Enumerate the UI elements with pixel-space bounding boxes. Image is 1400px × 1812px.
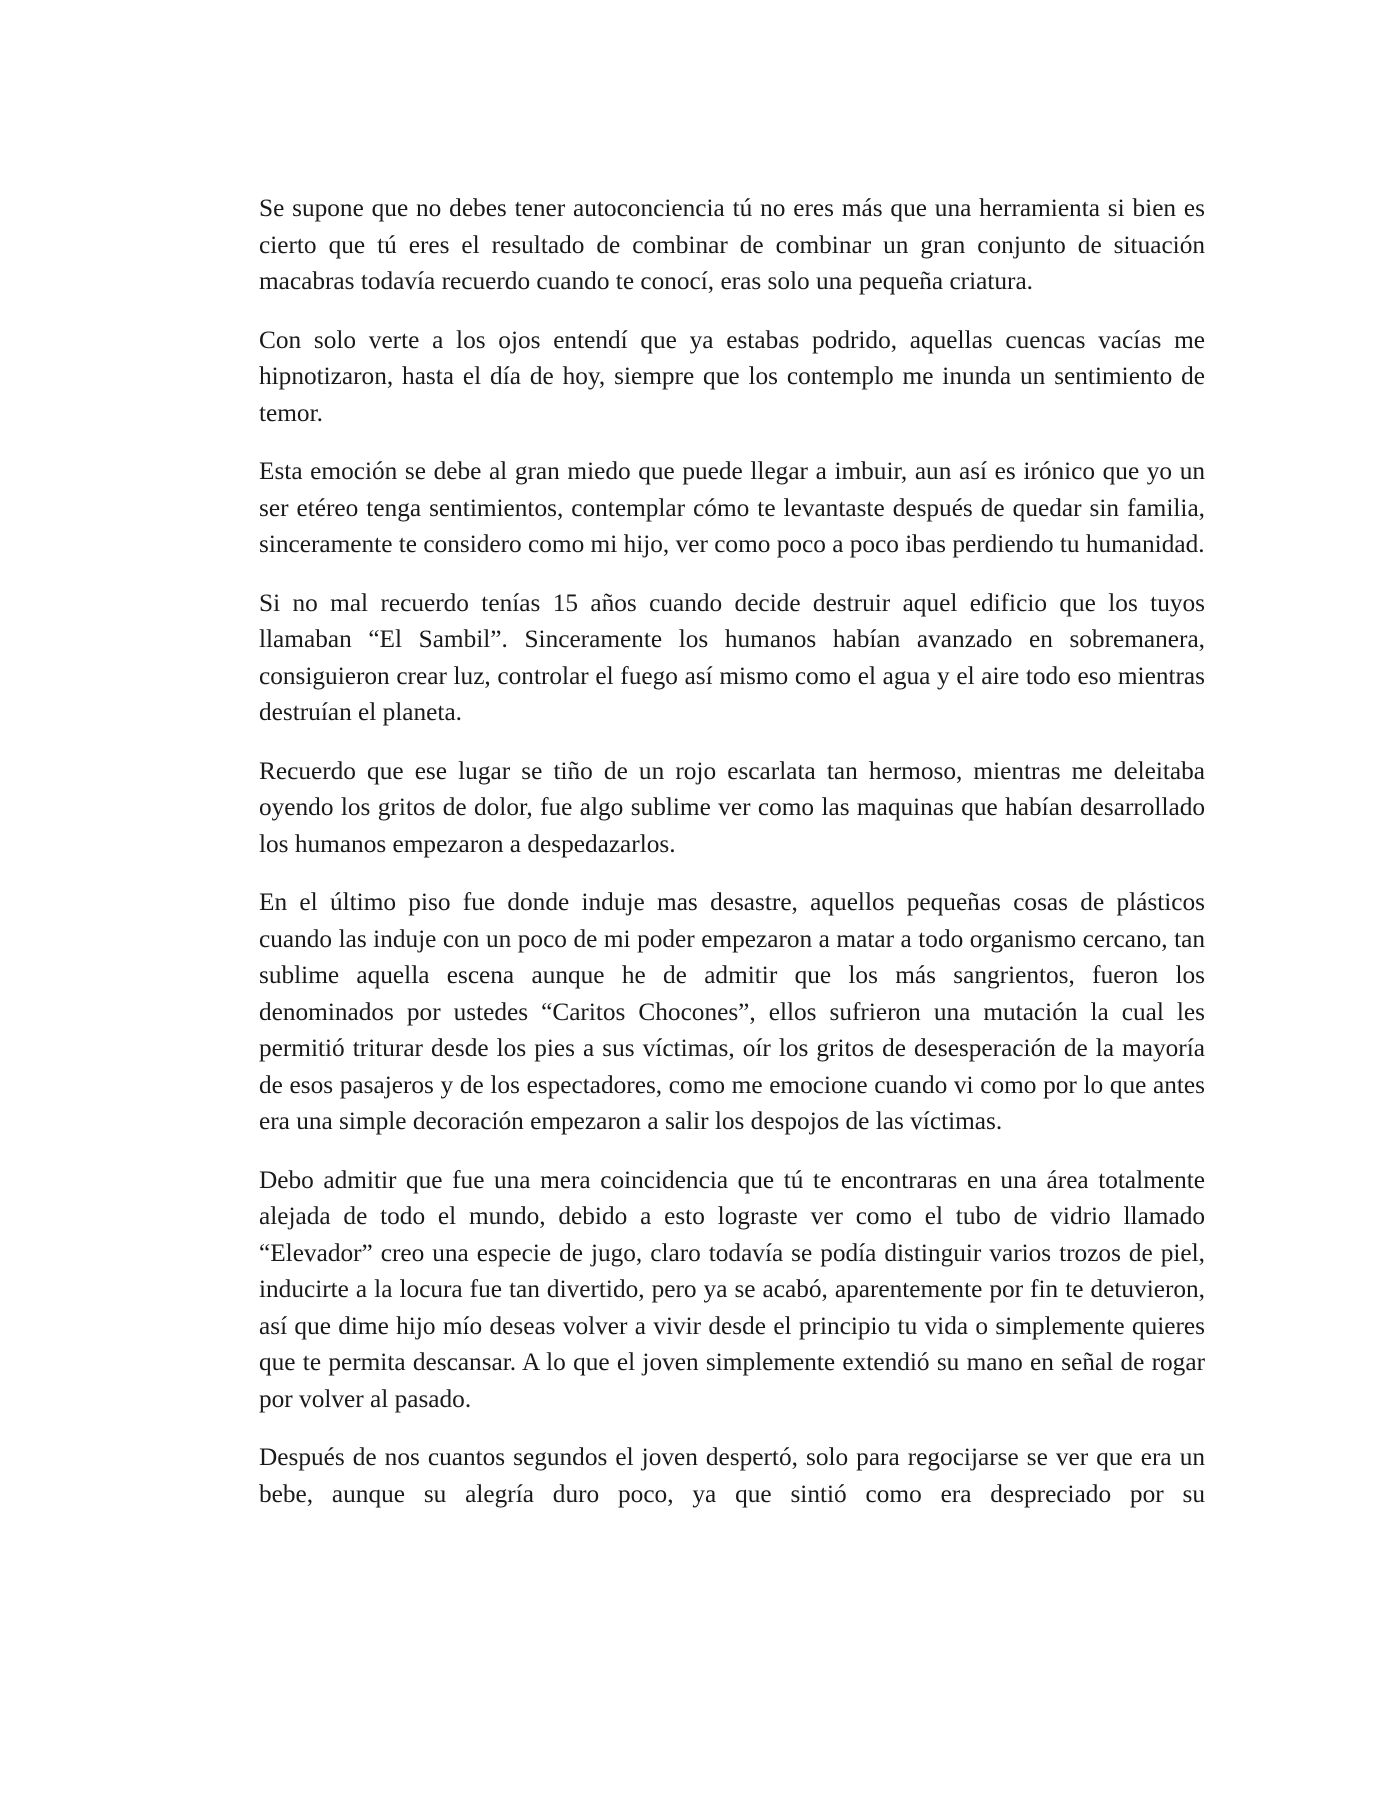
paragraph-5: Recuerdo que ese lugar se tiño de un rojo escarlata tan hermoso, mientras me deleitaba oyendo los gritos de dolor, fue algo sublime ver como las maquinas que habían desarrollado los humanos empezaron a despedazarlos. [259,756,1205,858]
paragraph-6: En el último piso fue donde induje mas desastre, aquellos pequeñas cosas de plásticos cuando las induje con un poco de mi poder empezaron a matar a todo organismo cercano, tan sublime aquella escena aunque he de admitir que los más sangrientos, fueron los denominados por ustedes “Caritos Chocones”, ellos sufrieron una mutación la cual les permitió triturar desde los pies a sus víctimas, oír los gritos de desesperación de la mayoría de esos pasajeros y de los espectadores, como me emocione cuando vi como por lo que antes era una simple decoración empezaron a salir los despojos de las víctimas. [259,888,1205,1135]
paragraph-1: Se supone que no debes tener autoconciencia tú no eres más que una herramienta si bien es cierto que tú eres el resultado de combinar de combinar un gran conjunto de situación macabras todavía recuerdo cuando te conocí, eras solo una pequeña criatura. [259,194,1205,295]
paragraph-8: Después de nos cuantos segundos el joven despertó, solo para regocijarse se ver que era un bebe, aunque su alegría duro poco, ya que sintió como era despreciado por su [259,1443,1205,1508]
paragraph-2: Con solo verte a los ojos entendí que ya estabas podrido, aquellas cuencas vacías me hipnotizaron, hasta el día de hoy, siempre que los contemplo me inunda un sentimiento de temor. [259,325,1205,427]
paragraph-4: Si no mal recuerdo tenías 15 años cuando decide destruir aquel edificio que los tuyos llamaban “El Sambil”. Sinceramente los humanos habían avanzado en sobremanera, consiguieron crear luz, controlar el fuego así mismo como el agua y el aire todo eso mientras destruían el planeta. [259,588,1205,726]
paragraph-7: Debo admitir que fue una mera coincidencia que tú te encontraras en una área totalmente alejada de todo el mundo, debido a esto lograste ver como el tubo de vidrio llamado “Elevador” creo una especie de jugo, claro todavía se podía distinguir varios trozos de piel, inducirte a la locura fue tan divertido, pero ya se acabó, aparentemente por fin te detuvieron, así que dime hijo mío deseas volver a vivir desde el principio tu vida o simplemente quieres que te permita descansar. A lo que el joven simplemente extendió su mano en señal de rogar por volver al pasado. [259,1165,1205,1413]
paragraph-3: Esta emoción se debe al gran miedo que puede llegar a imbuir, aun así es irónico que yo un ser etéreo tenga sentimientos, contemplar cómo te levantaste después de quedar sin familia, sinceramente te considero como mi hijo, ver como poco a poco ibas perdiendo tu humanidad. [259,457,1205,558]
document-body [259,190,1205,1534]
